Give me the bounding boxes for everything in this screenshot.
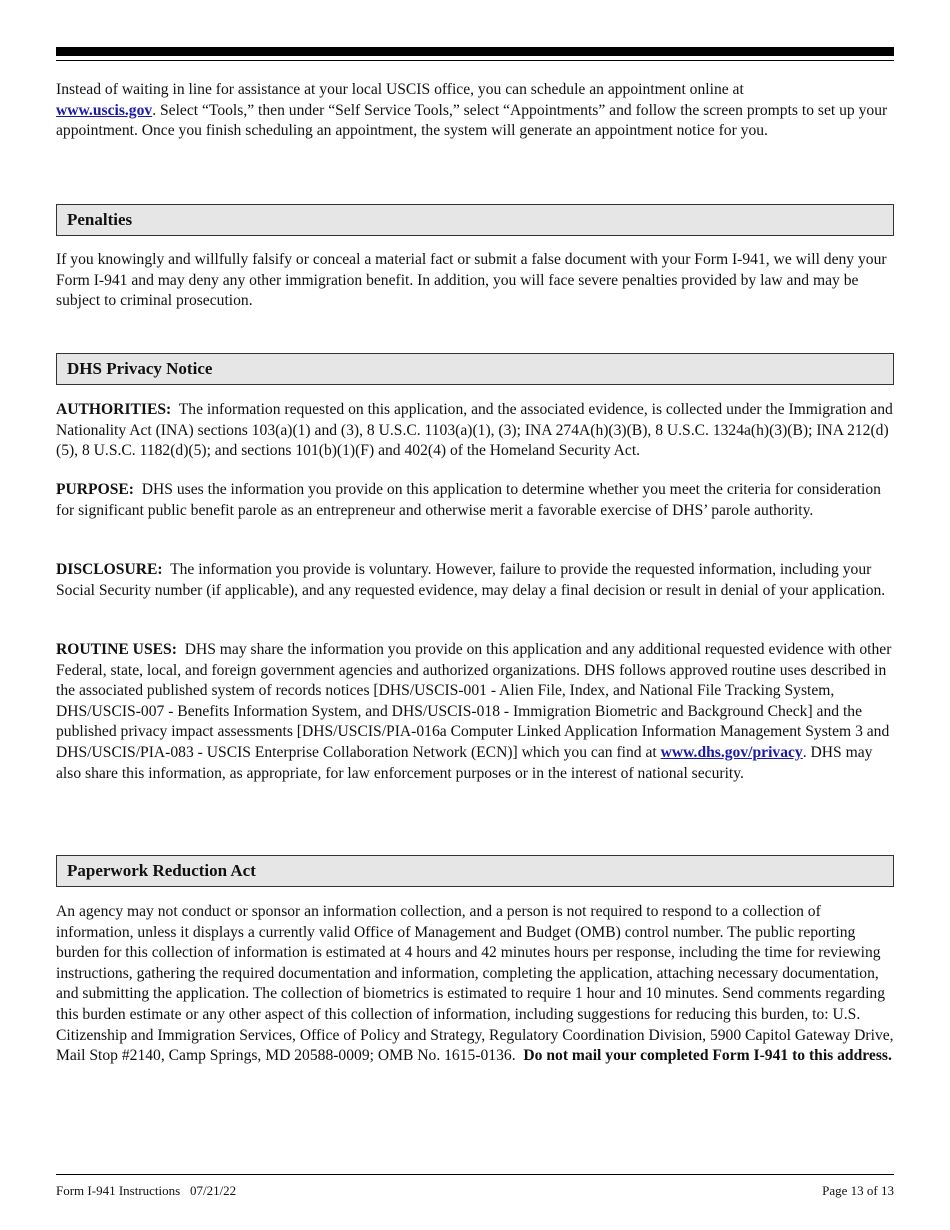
penalties-paragraph: If you knowingly and willfully falsify or conceal a material fact or submit a false document with your Form I-941, we will deny your Form I-941 and may deny any other immigration benefit. In addition, you will face severe penalties provided by law and may be subject to criminal prosecution.	[56, 251, 887, 310]
dhs-privacy-link[interactable]: www.dhs.gov/privacy	[660, 743, 803, 761]
header-rule-thin	[56, 60, 894, 61]
purpose-paragraph: PURPOSE: DHS uses the information you provide on this application to determine whether you meet the criteria for consideration for significant public benefit parole as an entrepreneur and otherwise merit a favorable exercise of DHS’ parole authority.	[56, 481, 881, 519]
footer-rule	[56, 1174, 894, 1175]
routine-uses-paragraph: ROUTINE USES: DHS may share the information you provide on this application and any additional requested evidence with other Federal, state, local, and foreign government agencies and authorized organizations. DHS follows approved routine uses described in the associated published system of records notices [DHS/USCIS-001 - Alien File, Index, and National File Tracking System, DHS/USCIS-007 - Benefits Information System, and DHS/USCIS-018 - Immigration Biometric and Background Check] and the published privacy impact assessments [DHS/USCIS/PIA-016a Computer Linked Application Information Management System 3 and DHS/USCIS/PIA-083 - USCIS Enterprise Collaboration Network (ECN)] which you can find at www.dhs.gov/privacy. DHS may also share this information, as appropriate, for law enforcement purposes or in the interest of national security.	[56, 641, 892, 782]
section-header-penalties: Penalties	[56, 204, 894, 236]
footer-form-id: Form I-941 Instructions 07/21/22	[56, 1183, 237, 1198]
footer-page-number: Page 13 of 13	[822, 1183, 894, 1198]
header-rule-thick	[56, 47, 894, 56]
intro-paragraph: Instead of waiting in line for assistance at your local USCIS office, you can schedule an appointment online at www.uscis.gov. Select “Tools,” then under “Self Service Tools,” select “Appointments” and follow the screen prompts to set up your appointment. Once you finish scheduling an appointment, the system will generate an appointment notice for you.	[56, 81, 888, 140]
section-header-paperwork: Paperwork Reduction Act	[56, 855, 894, 887]
authorities-paragraph: AUTHORITIES: The information requested on this application, and the associated evidence, is collected under the Immigration and Nationality Act (INA) sections 103(a)(1) and (3), 8 U.S.C. 1103(a)(1), (3); INA 274A(h)(3)(B), 8 U.S.C. 1324a(h)(3)(B); INA 212(d)(5), 8 U.S.C. 1182(d)(5); and sections 101(b)(1)(F) and 402(4) of the Homeland Security Act.	[56, 401, 893, 460]
paperwork-paragraph: An agency may not conduct or sponsor an information collection, and a person is not required to respond to a collection of information, unless it displays a currently valid Office of Management and Budget (OMB) control number. The public reporting burden for this collection of information is estimated at 4 hours and 42 minutes hours per response, including the time for reviewing instructions, gathering the required documentation and information, completing the application, attaching necessary documentation, and submitting the application. The collection of biometrics is estimated to require 1 hour and 10 minutes. Send comments regarding this burden estimate or any other aspect of this collection of information, including suggestions for reducing this burden, to: U.S. Citizenship and Immigration Services, Office of Policy and Strategy, Regulatory Coordination Division, 5900 Capitol Gateway Drive, Mail Stop #2140, Camp Springs, MD 20588-0009; OMB No. 1615-0136. Do not mail your completed Form I-941 to this address.	[56, 903, 894, 1065]
disclosure-paragraph: DISCLOSURE: The information you provide is voluntary. However, failure to provide the requested information, including your Social Security number (if applicable), and any requested evidence, may delay a final decision or result in denial of your application.	[56, 561, 886, 599]
section-header-privacy: DHS Privacy Notice	[56, 353, 894, 385]
uscis-link[interactable]: www.uscis.gov	[56, 101, 153, 119]
